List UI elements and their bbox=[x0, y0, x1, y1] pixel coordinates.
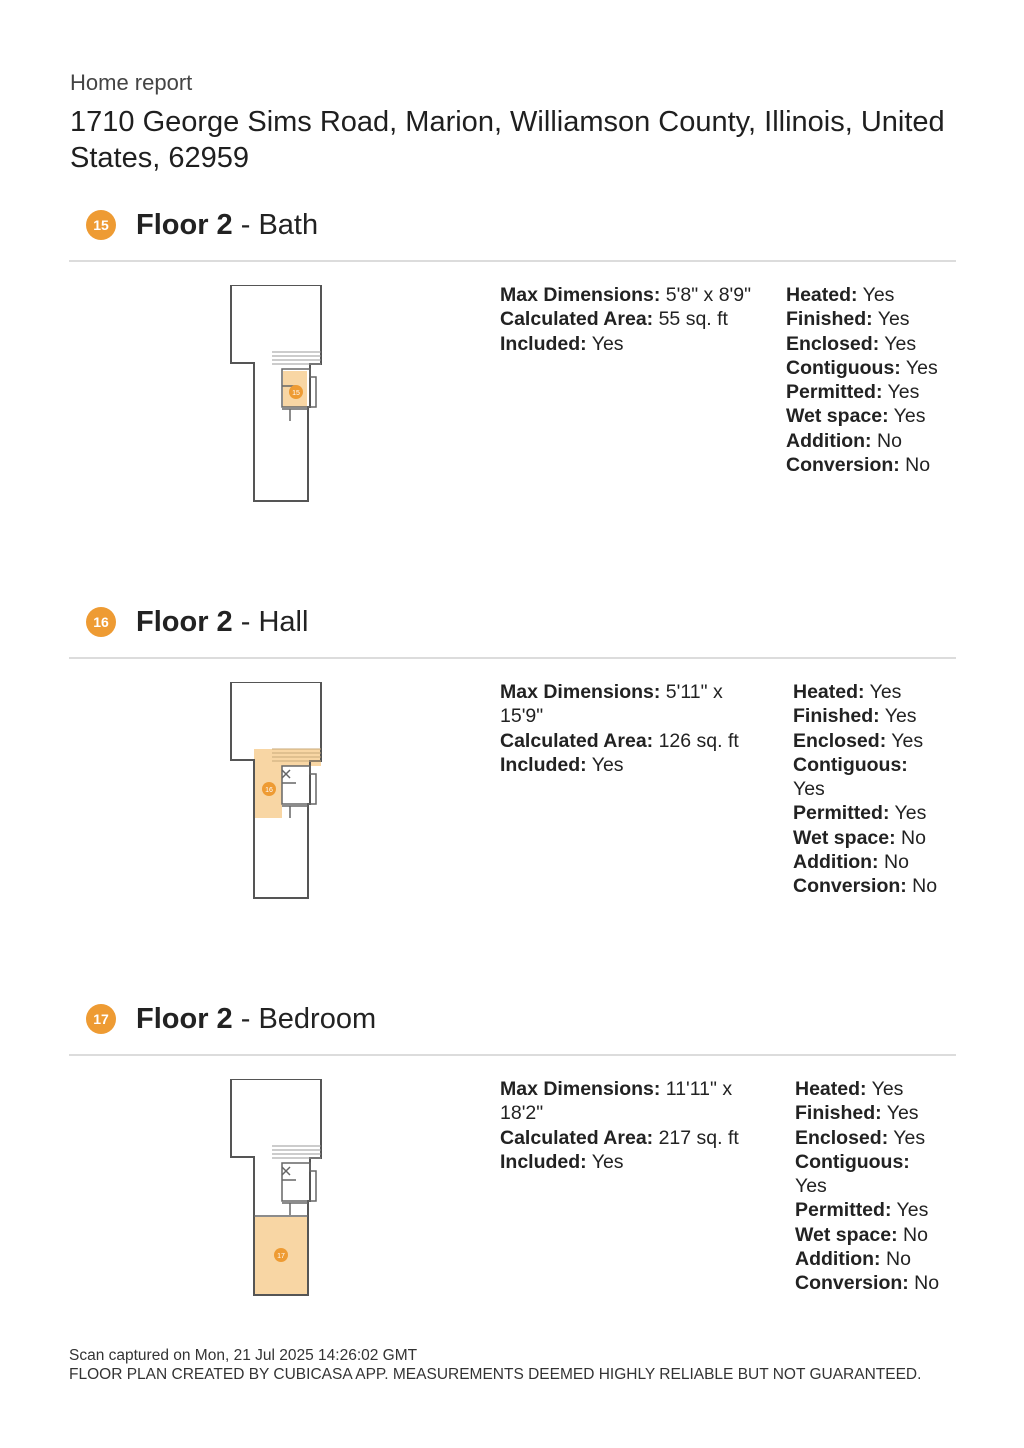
calculated-area-label: Calculated Area: bbox=[500, 1126, 654, 1149]
room-heading bbox=[86, 999, 376, 1039]
floor-label: Floor 2 bbox=[136, 605, 233, 638]
calculated-area-label: Calculated Area: bbox=[500, 729, 654, 752]
max-dimensions-label: Max Dimensions: bbox=[500, 1078, 661, 1100]
room-section-bedroom bbox=[0, 999, 1024, 1397]
room-dimensions bbox=[500, 283, 751, 356]
max-dimensions-continued: 18'2" bbox=[500, 1102, 544, 1125]
room-section-bath bbox=[0, 205, 1024, 603]
addition-label: Addition: bbox=[795, 1248, 881, 1271]
room-number-badge: 17 bbox=[86, 1004, 116, 1034]
addition-label: Addition: bbox=[786, 429, 872, 452]
heated-value: Yes bbox=[866, 1078, 904, 1100]
heated-label: Heated: bbox=[786, 284, 858, 306]
floor-label: Floor 2 bbox=[136, 1002, 233, 1035]
contiguous-value-continued: Yes bbox=[795, 1175, 827, 1198]
floor-plan-thumbnail bbox=[224, 682, 328, 912]
room-heading bbox=[86, 602, 308, 642]
addition-label: Addition: bbox=[793, 851, 879, 874]
permitted-label: Permitted: bbox=[786, 381, 883, 404]
section-divider bbox=[69, 260, 956, 262]
permitted-value: Yes bbox=[891, 1199, 929, 1222]
room-number-badge: 16 bbox=[86, 607, 116, 637]
finished-label: Finished: bbox=[795, 1102, 882, 1125]
included-value: Yes bbox=[586, 1150, 624, 1173]
room-title bbox=[136, 209, 318, 242]
room-dimensions bbox=[500, 1077, 739, 1174]
room-name: Bath bbox=[258, 208, 319, 241]
disclaimer: FLOOR PLAN CREATED BY CUBICASA APP. MEASUREMENTS DEEMED HIGHLY RELIABLE BUT NOT GUARANTEED. bbox=[69, 1366, 922, 1383]
wet-space-value: No bbox=[895, 826, 926, 849]
enclosed-value: Yes bbox=[888, 1126, 926, 1149]
max-dimensions-value: 11'11" x bbox=[660, 1078, 733, 1100]
wet-space-value: Yes bbox=[888, 405, 926, 428]
conversion-value: No bbox=[899, 454, 931, 477]
addition-value: No bbox=[871, 429, 902, 452]
svg-text:17: 17 bbox=[277, 1253, 285, 1260]
report-label: Home report bbox=[70, 70, 193, 95]
addition-value: No bbox=[878, 851, 909, 874]
room-name: Bedroom bbox=[258, 1002, 377, 1035]
svg-text:15: 15 bbox=[292, 390, 300, 397]
calculated-area-value: 55 sq. ft bbox=[653, 308, 728, 331]
max-dimensions-label: Max Dimensions: bbox=[500, 681, 661, 703]
svg-text:16: 16 bbox=[265, 787, 273, 794]
wet-space-label: Wet space: bbox=[793, 826, 896, 849]
room-title bbox=[136, 606, 308, 639]
max-dimensions-label: Max Dimensions: bbox=[500, 284, 661, 306]
wet-space-label: Wet space: bbox=[795, 1223, 898, 1246]
floor-label: Floor 2 bbox=[136, 208, 233, 241]
conversion-label: Conversion: bbox=[786, 454, 900, 477]
contiguous-label: Contiguous: bbox=[793, 753, 908, 776]
included-value: Yes bbox=[586, 753, 624, 776]
report-footer bbox=[69, 1346, 921, 1384]
permitted-label: Permitted: bbox=[793, 802, 890, 825]
calculated-area-value: 126 sq. ft bbox=[653, 729, 739, 752]
addition-value: No bbox=[880, 1248, 911, 1271]
wet-space-value: No bbox=[897, 1223, 928, 1246]
enclosed-value: Yes bbox=[879, 332, 917, 355]
conversion-value: No bbox=[908, 1272, 940, 1295]
conversion-value: No bbox=[906, 875, 938, 898]
permitted-label: Permitted: bbox=[795, 1199, 892, 1222]
included-label: Included: bbox=[500, 332, 587, 355]
conversion-label: Conversion: bbox=[795, 1272, 909, 1295]
max-dimensions-continued: 15'9" bbox=[500, 705, 544, 728]
finished-label: Finished: bbox=[786, 308, 873, 331]
floor-plan-thumbnail bbox=[224, 285, 328, 515]
title-separator: - bbox=[232, 1002, 259, 1035]
room-heading bbox=[86, 205, 318, 245]
enclosed-label: Enclosed: bbox=[793, 729, 887, 752]
title-separator: - bbox=[232, 208, 259, 241]
max-dimensions-value: 5'8" x 8'9" bbox=[660, 284, 752, 306]
title-separator: - bbox=[232, 605, 259, 638]
included-label: Included: bbox=[500, 753, 587, 776]
section-divider bbox=[69, 657, 956, 659]
room-properties bbox=[786, 283, 938, 477]
finished-label: Finished: bbox=[793, 705, 880, 728]
permitted-value: Yes bbox=[889, 802, 927, 825]
room-properties bbox=[793, 680, 937, 899]
finished-value: Yes bbox=[879, 705, 917, 728]
room-properties bbox=[795, 1077, 939, 1296]
finished-value: Yes bbox=[881, 1102, 919, 1125]
room-section-hall bbox=[0, 602, 1024, 1000]
room-number-badge: 15 bbox=[86, 210, 116, 240]
permitted-value: Yes bbox=[882, 381, 920, 404]
conversion-label: Conversion: bbox=[793, 875, 907, 898]
included-value: Yes bbox=[586, 332, 624, 355]
heated-value: Yes bbox=[864, 681, 902, 703]
heated-label: Heated: bbox=[793, 681, 865, 703]
contiguous-value-continued: Yes bbox=[793, 778, 825, 801]
max-dimensions-value: 5'11" x bbox=[660, 681, 723, 703]
scan-info: Scan captured on Mon, 21 Jul 2025 14:26:02 GMT bbox=[69, 1347, 418, 1364]
enclosed-label: Enclosed: bbox=[786, 332, 880, 355]
calculated-area-value: 217 sq. ft bbox=[653, 1126, 739, 1149]
property-address: 1710 George Sims Road, Marion, Williamson County, Illinois, United States, 62959 bbox=[70, 106, 945, 174]
contiguous-label: Contiguous: bbox=[795, 1150, 910, 1173]
enclosed-value: Yes bbox=[886, 729, 924, 752]
contiguous-label: Contiguous: bbox=[786, 356, 901, 379]
enclosed-label: Enclosed: bbox=[795, 1126, 889, 1149]
contiguous-value: Yes bbox=[900, 356, 938, 379]
section-divider bbox=[69, 1054, 956, 1056]
room-dimensions bbox=[500, 680, 739, 777]
wet-space-label: Wet space: bbox=[786, 405, 889, 428]
room-name: Hall bbox=[258, 605, 309, 638]
finished-value: Yes bbox=[872, 308, 910, 331]
heated-value: Yes bbox=[857, 284, 895, 306]
calculated-area-label: Calculated Area: bbox=[500, 308, 654, 331]
floor-plan-thumbnail bbox=[224, 1079, 328, 1309]
heated-label: Heated: bbox=[795, 1078, 867, 1100]
room-title bbox=[136, 1003, 376, 1036]
included-label: Included: bbox=[500, 1150, 587, 1173]
